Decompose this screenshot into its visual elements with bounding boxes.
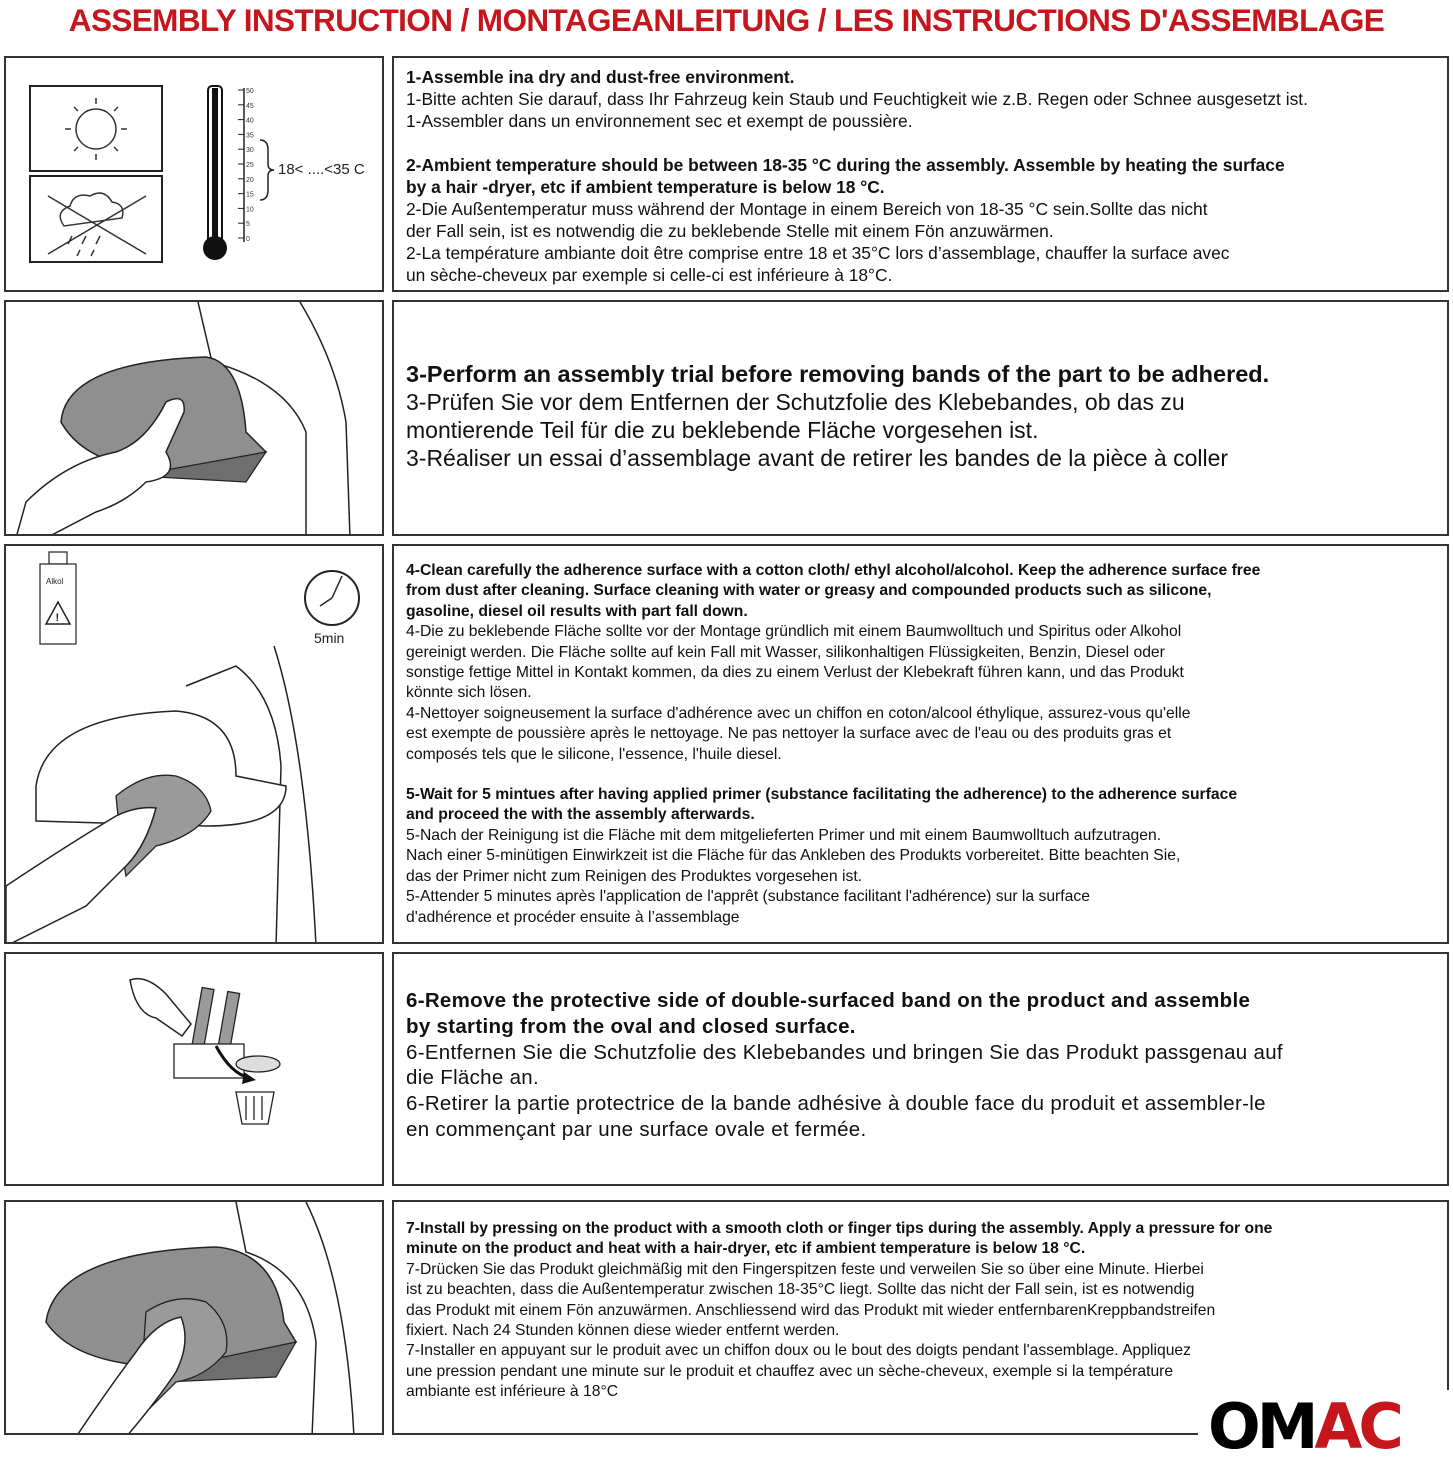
step4-fr-c: composés tels que le silicone, l'essence, l'huile diesel. (406, 745, 782, 763)
step7-de-a: 7-Drücken Sie das Produkt gleichmäßig mit den Fingerspitzen feste und verweilen Sie so über eine Minute. Hierbei (406, 1260, 1204, 1278)
step5-en-a: 5-Wait for 5 mintues after having applied primer (substance facilitating the adherence) to the adherence surface (406, 786, 1238, 804)
step1-fr: 1-Assembler dans un environnement sec et exempt de poussière. (406, 111, 913, 131)
svg-text:!: ! (55, 612, 60, 624)
trash-bin-icon (236, 1056, 280, 1124)
step7-svg (6, 1202, 384, 1435)
step-6-text (392, 952, 1449, 1186)
thermometer-tick-label: 50 (246, 88, 254, 95)
hand-icon (6, 808, 156, 944)
thermometer-icon (203, 86, 244, 260)
step5-de-c: das der Primer nicht zum Reinigen des Produktes vorgesehen ist. (406, 867, 863, 885)
step4-de-b: gereinigt werden. Die Fläche sollte auf kein Fall mit Wasser, silikonhaltigen Flüssigkeiten, Benzin, Diesel oder (406, 643, 1165, 661)
step2-fr-b: un sèche-cheveux par exemple si celle-ci est inférieure à 18°C. (406, 265, 893, 285)
step2-de-b: der Fall sein, ist es notwendig die zu beklebende Stelle mit einem Fön anzuwärmen. (406, 221, 1054, 241)
step3-de-b: montierende Teil für die zu beklebende Fläche vorgesehen ist. (406, 417, 1039, 443)
timer-icon (305, 571, 359, 646)
timer-label: 5min (314, 630, 345, 646)
step7-fr-c: ambiante est inférieure à 18°C (406, 1383, 619, 1401)
product-part (174, 1044, 244, 1078)
peel-tape-illustration (4, 952, 384, 1186)
step3-en: 3-Perform an assembly trial before removing bands of the part to be adhered. (406, 361, 1270, 387)
step4-de-d: könnte sich lösen. (406, 684, 532, 702)
step7-en-a: 7-Install by pressing on the product with a smooth cloth or finger tips during the assembly. Apply a pressure for one (406, 1220, 1273, 1237)
thermometer-tick-label: 15 (246, 191, 254, 199)
car-door (300, 302, 350, 536)
step4-de-a: 4-Die zu beklebende Fläche sollte vor der Montage gründlich mit einem Baumwolltuch und Spiritus oder Alkohol (406, 623, 1182, 641)
step2-en-a: 2-Ambient temperature should be between 18-35 °C during the assembly. Assemble by heating the surface (406, 155, 1285, 175)
step3-de-a: 3-Prüfen Sie vor dem Entfernen der Schutzfolie des Klebebandes, ob das zu (406, 389, 1185, 415)
step2-fr-a: 2-La température ambiante doit être comprise entre 18 et 35°C lors d’assemblage, chauffer la surface avec (406, 243, 1230, 263)
weather-thermometer-illustration (4, 56, 384, 292)
step4-en-b: from dust after cleaning. Surface cleaning with water or greasy and compounded products such as silicone, (406, 582, 1212, 600)
step1-de: 1-Bitte achten Sie darauf, dass Ihr Fahrzeug kein Staub und Feuchtigkeit wie z.B. Regen oder Schnee ausgesetzt ist. (406, 89, 1308, 109)
step7-en-b: minute on the product and heat with a hair-dryer, etc if ambient temperature is below 18 °C. (406, 1240, 1086, 1258)
step6-fr-a: 6-Retirer la partie protectrice de la bande adhésive à double face du produit et assembler-le (406, 1092, 1266, 1116)
step6-de-b: die Fläche an. (406, 1066, 539, 1090)
mirror-trial-illustration (4, 300, 384, 536)
step3-fr: 3-Réaliser un essai d’assemblage avant de retirer les bandes de la pièce à coller (406, 445, 1229, 471)
step4-fr-b: est exempte de poussière après le nettoyage. Ne pas nettoyer la surface avec de l'eau ou des produits gras et (406, 725, 1172, 743)
step3-svg (6, 302, 384, 536)
step5-fr-a: 5-Attender 5 minutes après l'application de l'apprêt (substance facilitant l'adhérence) sur la surface (406, 888, 1090, 906)
step7-de-c: das Produkt mit einem Fön anzuwärmen. Anschliessend wird das Produkt mit wieder entfernbarenKreppbandstreifen (406, 1301, 1216, 1319)
hand-icon (130, 979, 191, 1036)
thermometer-tick-label: 40 (246, 117, 254, 125)
step7-fr-a: 7-Installer en appuyant sur le produit avec un chiffon doux ou le bout des doigts pendant l'assemblage. Appliquez (406, 1342, 1191, 1360)
step5-fr-b: d'adhérence et procéder ensuite à l’assemblage (406, 908, 740, 926)
bottle-label: Alkol (46, 577, 64, 586)
step6-svg (6, 954, 384, 1186)
page-title: ASSEMBLY INSTRUCTION / MONTAGEANLEITUNG / LES INSTRUCTIONS D'ASSEMBLAGE (68, 2, 1385, 38)
step-1-2-text (392, 56, 1449, 292)
thermometer-tick-label: 0 (246, 236, 250, 243)
step1-svg (6, 58, 384, 292)
step7-box-left-edge (392, 1388, 394, 1435)
press-install-illustration (4, 1200, 384, 1435)
step-7-text (392, 1200, 1449, 1401)
step4-en-a: 4-Clean carefully the adherence surface with a cotton cloth/ ethyl alcohol/alcohol. Keep the adherence surface free (406, 562, 1261, 579)
cleaning-illustration (4, 544, 384, 944)
thermometer-range-label: 18< ....<35 C (278, 161, 365, 178)
alcohol-bottle-icon (40, 552, 76, 644)
step7-box-bottom-edge (392, 1433, 1198, 1435)
rain-cloud-icon (48, 193, 146, 256)
step4-fr-a: 4-Nettoyer soigneusement la surface d'adhérence avec un chiffon en coton/alcool éthylique, assurez-vous qu'elle (406, 704, 1191, 722)
step5-de-a: 5-Nach der Reinigung ist die Fläche mit dem mitgelieferten Primer und mit einem Baumwolltuch aufzutragen. (406, 826, 1162, 844)
logo-part-ac: AC (1314, 1390, 1400, 1463)
step6-en-b: by starting from the oval and closed surface. (406, 1014, 856, 1038)
step-4-5-text (392, 544, 1449, 944)
range-brace (260, 140, 274, 200)
thermometer-tick-label: 10 (246, 206, 254, 214)
step7-de-d: fixiert. Nach 24 Stunden können diese wieder entfernt werden. (406, 1322, 840, 1340)
step1-en: 1-Assemble ina dry and dust-free environment. (406, 67, 795, 87)
step6-en-a: 6-Remove the protective side of double-surfaced band on the product and assemble (406, 989, 1251, 1012)
step7-de-b: ist zu beachten, dass die Außentemperatur zwischen 18-35°C liegt. Sollte das nicht der Fall sein, ist es notwendig (406, 1281, 1195, 1299)
thermometer-tick-label: 5 (246, 221, 250, 229)
rain-panel (30, 176, 162, 262)
step4-de-c: sonstige fettige Mittel in Kontakt kommen, da dies zu einem Verlust der Klebekraft führen kann, und das Produkt (406, 664, 1184, 682)
step45-svg (6, 546, 384, 944)
arrowhead (242, 1072, 256, 1084)
thermometer-tick-label: 25 (246, 162, 254, 169)
step-3-text (392, 300, 1449, 536)
step5-de-b: Nach einer 5-minütigen Einwirkzeit ist die Fläche für das Ankleben des Produkts vorbereitet. Bitte beachten Sie, (406, 847, 1181, 865)
thermometer-tick-label: 35 (246, 132, 254, 140)
step2-en-b: by a hair -dryer, etc if ambient temperature is below 18 °C. (406, 177, 885, 197)
step6-de-a: 6-Entfernen Sie die Schutzfolie des Klebebandes und bringen Sie das Produkt passgenau auf (406, 1040, 1283, 1064)
thermometer-tick-label: 30 (246, 147, 254, 155)
step2-de-a: 2-Die Außentemperatur muss während der Montage in einem Bereich von 18-35 °C sein.Sollte das nicht (406, 199, 1208, 219)
step5-en-b: and proceed the with the assembly afterwards. (406, 806, 755, 824)
thermometer-tick-label: 20 (246, 176, 254, 184)
sun-icon (65, 98, 127, 160)
thermometer-tick-label: 45 (246, 102, 254, 110)
step6-fr-b: en commençant par une surface ovale et fermée. (406, 1117, 867, 1141)
step4-en-c: gasoline, diesel oil results with part fall down. (406, 602, 748, 620)
omac-logo (1208, 1390, 1448, 1463)
logo-part-om: OM (1208, 1390, 1315, 1463)
step7-fr-b: une pression pendant une minute sur le produit et chauffez avec un sèche-cheveux, exemple si la température (406, 1362, 1174, 1380)
